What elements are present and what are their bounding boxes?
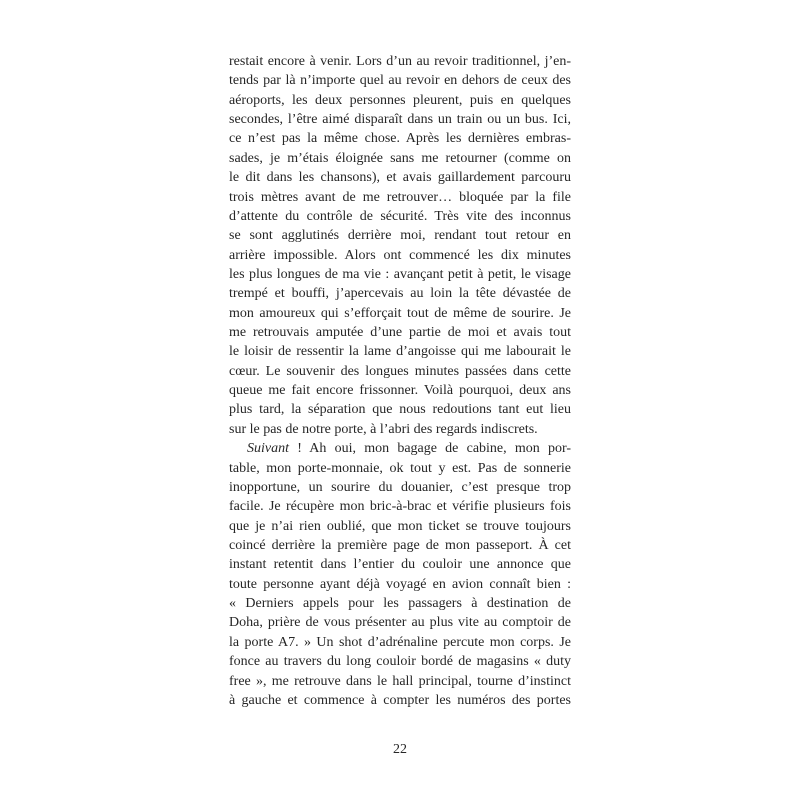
- text-fragment: ! Ah oui, mon bagage de cabine, mon por-: [289, 441, 571, 457]
- text-line: trois mètres avant de me retrouver… bloquée par la file: [229, 189, 571, 205]
- text-line: fonce au travers du long couloir bordé de magasins « duty: [229, 654, 571, 670]
- text-line: instant retentit dans l’entier du couloir une annonce que: [229, 557, 571, 573]
- text-line: ce n’est pas la même chose. Après les dernières embras-: [229, 131, 571, 147]
- emphasized-word: Suivant: [247, 441, 289, 457]
- text-line: plus tard, la séparation que nous redoutions tant eut lieu: [229, 402, 571, 418]
- text-line: aéroports, les deux personnes pleurent, puis en quelques: [229, 92, 571, 108]
- body-text: [229, 52, 571, 710]
- text-line: les plus longues de ma vie : avançant petit à petit, le visage: [229, 266, 571, 282]
- text-line: que je n’ai rien oublié, que mon ticket se trouve toujours: [229, 518, 571, 534]
- text-line: Doha, prière de vous présenter au plus vite au comptoir de: [229, 615, 571, 631]
- text-line: restait encore à venir. Lors d’un au revoir traditionnel, j’en-: [229, 54, 571, 69]
- text-line: trempé et bouffi, j’apercevais au loin la tête dévastée de: [229, 286, 571, 302]
- text-line: inopportune, un sourire du douanier, c’est presque trop: [229, 479, 571, 495]
- text-line: cœur. Le souvenir des longues minutes passées dans cette: [229, 363, 571, 379]
- text-line: à gauche et commence à compter les numéros des portes: [229, 692, 571, 708]
- text-line: sur le pas de notre porte, à l’abri des regards indiscrets.: [229, 421, 538, 437]
- text-line: le loisir de ressentir la lame d’angoisse qui me labourait le: [229, 344, 571, 360]
- text-line: « Derniers appels pour les passagers à destination de: [229, 596, 571, 612]
- text-line: le dit dans les chansons), et avais gaillardement parcouru: [229, 170, 571, 186]
- text-line: se sont agglutinés derrière moi, rendant tout retour en: [229, 228, 571, 244]
- text-line: tends par là n’importe quel au revoir en dehors de ceux des: [229, 73, 571, 89]
- text-line: queue me fait encore frissonner. Voilà pourquoi, deux ans: [229, 383, 571, 399]
- paragraph-1: [229, 52, 571, 439]
- text-line: toute personne ayant déjà voyagé en avion connaît bien :: [229, 576, 571, 592]
- text-line: facile. Je récupère mon bric-à-brac et vérifie plusieurs fois: [229, 499, 571, 515]
- page-number: 22: [393, 742, 407, 757]
- text-line: sades, je m’étais éloignée sans me retourner (comme on: [229, 150, 571, 166]
- text-line: la porte A7. » Un shot d’adrénaline percute mon corps. Je: [229, 634, 571, 650]
- paragraph-2: [229, 439, 571, 710]
- text-line: free », me retrouve dans le hall principal, tourne d’instinct: [229, 673, 571, 689]
- text-line: arrière impossible. Alors ont commencé les dix minutes: [229, 247, 571, 263]
- text-line: d’attente du contrôle de sécurité. Très vite des inconnus: [229, 208, 571, 224]
- text-line: secondes, l’être aimé disparaît dans un train ou un bus. Ici,: [229, 112, 571, 128]
- text-line: table, mon porte-monnaie, ok tout y est. Pas de sonnerie: [229, 460, 571, 476]
- text-line: me retrouvais amputée d’une partie de moi et avais tout: [229, 325, 571, 341]
- text-line: coincé derrière la première page de mon passeport. À cet: [229, 537, 571, 553]
- text-line: mon amoureux qui s’efforçait tout de même de sourire. Je: [229, 305, 571, 321]
- text-line: [229, 439, 571, 458]
